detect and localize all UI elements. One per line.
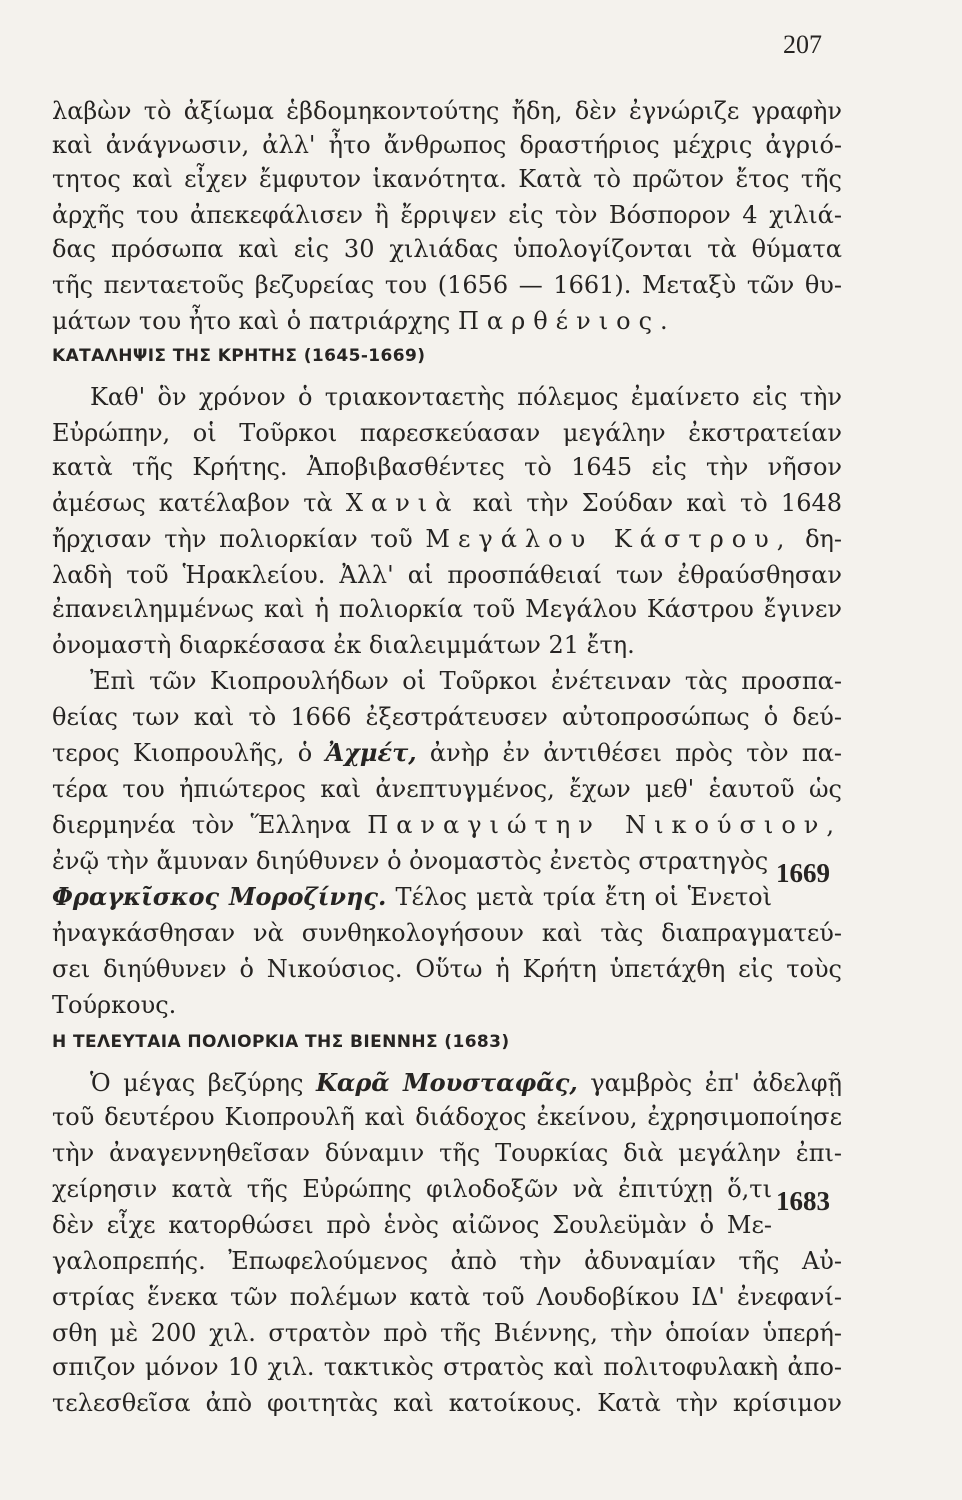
text-line: σπιζον μόνον 10 χιλ. τακτικὸς στρατὸς καὶ πολιτοφυλακὴ ἀπο- [52,1353,842,1381]
text-span: τερος Κιοπρουλῆς, ὁ [52,739,313,767]
text-line: ἀρχῆς του ἀπεκεφάλισεν ἢ ἔρριψεν εἰς τὸν Βόσπορον 4 χιλιά- [52,201,842,229]
text-line: στρίας ἕνεκα τῶν πολέμων κατὰ τοῦ Λουδοβίκου ΙΔ' ἐνεφανί- [52,1283,842,1311]
text-line: κατὰ τῆς Κρήτης. Ἀποβιβασθέντες τὸ 1645 εἰς τὴν νῆσον [52,453,842,481]
text-line: ἐνῷ τὴν ἄμυναν διηύθυνεν ὁ ὀνομαστὸς ἐνετὸς στρατηγὸς [52,847,769,875]
text-line: γαλοπρεπής. Ἐπωφελούμενος ἀπὸ τὴν ἀδυναμίαν τῆς Αὐ- [52,1247,842,1275]
text-span: Ὁ μέγας βεζύρης [90,1069,304,1097]
text-line: σθη μὲ 200 χιλ. στρατὸν πρὸ τῆς Βιέννης, τὴν ὁποίαν ὑπερή- [52,1319,842,1347]
text-span: ἀμέσως κατέλαβον τὰ [52,489,333,517]
text-line: τητος καὶ εἶχεν ἔμφυτον ἱκανότητα. Κατὰ τὸ πρῶτον ἔτος τῆς [52,165,842,193]
page-number: 207 [783,30,822,59]
text-line: δὲν εἶχε κατορθώσει πρὸ ἑνὸς αἰῶνος Σουλεϋμὰν ὁ Με- [52,1211,772,1239]
text-span: δη- [805,525,842,553]
text-line: λαδὴ τοῦ Ἡρακλείου. Ἀλλ' αἱ προσπάθειαί των ἐθραύσθησαν [52,561,842,589]
spaced-name: Παρθένιος. [457,307,676,335]
text-span: διερμηνέα τὸν Ἕλληνα [52,811,351,839]
spaced-name: Μεγάλου Κάστρου, [425,525,793,553]
text-span: γαμβρὸς ἐπ' ἀδελφῇ [590,1069,842,1097]
text-line: Εὐρώπην, οἱ Τοῦρκοι παρεσκεύασαν μεγάλην ἐκστρατείαν [52,419,842,447]
text-span: ἀνὴρ ἐν ἀντιθέσει πρὸς τὸν πα- [429,739,843,767]
text-line: Τούρκους. [52,991,177,1019]
text-line: ὀνομαστὴ διαρκέσασα ἐκ διαλειμμάτων 21 ἔτη. [52,631,635,659]
text-line [90,1066,842,1100]
text-line: τὴν ἀναγεννηθεῖσαν δύναμιν τῆς Τουρκίας διὰ μεγάλην ἐπι- [52,1139,842,1167]
text-line: τοῦ δευτέρου Κιοπρουλῆ καὶ διάδοχος ἐκείνου, ἐχρησιμοποίησε [52,1103,842,1131]
text-line: τῆς πενταετοῦς βεζυρείας του (1656 — 1661). Μεταξὺ τῶν θυ- [52,271,842,299]
text-line: χείρησιν κατὰ τῆς Εὐρώπης φιλοδοξῶν νὰ ἐπιτύχῃ ὅ,τι [52,1175,772,1203]
text-line [52,486,842,520]
text-line: Ἐπὶ τῶν Κιοπρουλήδων οἱ Τοῦρκοι ἐνέτειναν τὰς προσπα- [90,667,842,695]
text-line [52,522,842,556]
emphasis-name: Καρᾶ Μουσταφᾶς, [316,1068,578,1097]
emphasis-name: Ἀχμέτ, [325,738,417,767]
text-span: ἤρχισαν τὴν πολιορκίαν τοῦ [52,525,413,553]
spaced-name: Παναγιώτην Νικούσιον, [367,811,842,839]
text-line: λαβὼν τὸ ἀξίωμα ἑβδομηκοντούτης ἤδη, δὲν ἐγνώριζε γραφὴν [52,97,842,125]
text-line: ἐπανειλημμένως καὶ ἡ πολιορκία τοῦ Μεγάλου Κάστρου ἔγινεν [52,595,842,623]
text-line: θείας των καὶ τὸ 1666 ἐξεστράτευσεν αὐτοπροσώπως ὁ δεύ- [52,703,842,731]
text-span: Τέλος μετὰ τρία ἔτη οἱ Ἑνετοὶ [395,883,772,911]
text-line: καὶ ἀνάγνωσιν, ἀλλ' ἦτο ἄνθρωπος δραστήριος μέχρις ἀγριό- [52,131,842,159]
text-span: καὶ τὴν Σούδαν καὶ τὸ 1648 [472,489,843,517]
text-line: σει διηύθυνεν ὁ Νικούσιος. Οὕτω ἡ Κρήτη ὑπετάχθη εἰς τοὺς [52,955,842,983]
text-line: δας πρόσωπα καὶ εἰς 30 χιλιάδας ὑπολογίζονται τὰ θύματα [52,235,842,263]
text-line: Καθ' ὃν χρόνον ὁ τριακονταετὴς πόλεμος ἐμαίνετο εἰς τὴν [90,383,842,411]
text-line [52,880,772,914]
text-line [52,736,842,770]
text-line: τελεσθεῖσα ἀπὸ φοιτητὰς καὶ κατοίκους. Κατὰ τὴν κρίσιμον [52,1389,842,1417]
section-heading-vienna: Η ΤΕΛΕΥΤΑΙΑ ΠΟΛΙΟΡΚΙΑ ΤΗΣ ΒΙΕΝΝΗΣ (1683) [52,1032,510,1052]
text-span: μάτων του ἦτο καὶ ὁ πατριάρχης [52,307,451,335]
margin-year-1683: 1683 [776,1186,830,1216]
section-heading-crete: ΚΑΤΑΛΗΨΙΣ ΤΗΣ ΚΡΗΤΗΣ (1645-1669) [52,346,426,366]
text-line [52,304,842,338]
emphasis-name: Φραγκῖσκος Μοροζίνης. [52,882,387,911]
margin-year-1669: 1669 [776,858,830,888]
text-line: τέρα του ἠπιώτερος καὶ ἀνεπτυγμένος, ἔχων μεθ' ἑαυτοῦ ὡς [52,775,842,803]
text-line: ἠναγκάσθησαν νὰ συνθηκολογήσουν καὶ τὰς διαπραγματεύ- [52,919,842,947]
text-line [52,808,842,842]
spaced-name: Χανιὰ [345,489,460,517]
